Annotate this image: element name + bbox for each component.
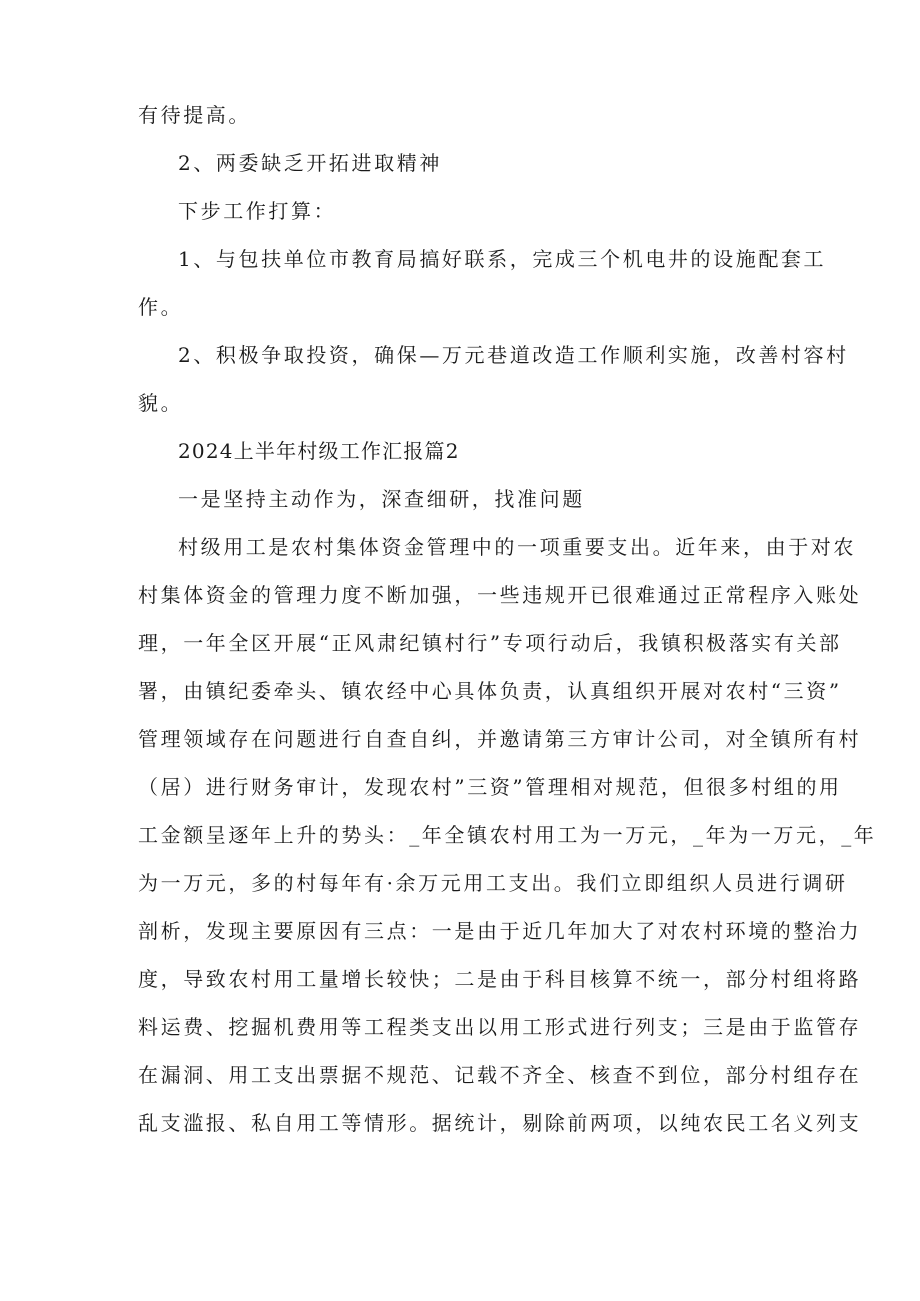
paragraph-line: 度，导致农村用工量增长较快；二是由于科目核算不统一，部分村组将路 <box>138 967 862 991</box>
text-line: 貌。 <box>138 391 184 415</box>
paragraph-line: 理，一年全区开展“正风肃纪镇村行”专项行动后，我镇积极落实有关部 <box>138 631 842 655</box>
paragraph-line: （居）进行财务审计，发现农村”三资”管理相对规范，但很多村组的用 <box>138 775 842 799</box>
paragraph-line: 村级用工是农村集体资金管理中的一项重要支出。近年来，由于对农 <box>178 535 856 559</box>
article-title: 2024上半年村级工作汇报篇2 <box>178 439 460 463</box>
paragraph-line: 为一万元，多的村每年有·余万元用工支出。我们立即组织人员进行调研 <box>138 871 848 895</box>
subsection-heading: 一是坚持主动作为，深查细研，找准问题 <box>178 487 585 511</box>
text-line: 作。 <box>138 295 184 319</box>
text-line: 有待提高。 <box>138 103 251 127</box>
paragraph-line: 剖析，发现主要原因有三点：一是由于近几年加大了对农村环境的整治力 <box>138 919 862 943</box>
list-item-text: 1、与包扶单位市教育局搞好联系，完成三个机电井的设施配套工 <box>178 247 827 271</box>
list-item-text: 2、两委缺乏开拓进取精神 <box>178 151 442 175</box>
paragraph-line: 料运费、挖掘机费用等工程类支出以用工形式进行列支；三是由于监管存 <box>138 1015 862 1039</box>
list-item-text: 2、积极争取投资，确保—万元巷道改造工作顺利实施，改善村容村 <box>178 343 849 367</box>
section-heading: 下步工作打算： <box>178 199 337 223</box>
paragraph-line: 管理领域存在问题进行自查自纠，并邀请第三方审计公司，对全镇所有村 <box>138 727 862 751</box>
paragraph-line: 在漏洞、用工支出票据不规范、记载不齐全、核查不到位，部分村组存在 <box>138 1063 862 1087</box>
paragraph-line: 乱支滥报、私自用工等情形。据统计，剔除前两项，以纯农民工名义列支 <box>138 1111 862 1135</box>
paragraph-line: 工金额呈逐年上升的势头：_年全镇农村用工为一万元，_年为一万元，_年 <box>138 823 877 847</box>
paragraph-line: 署，由镇纪委牵头、镇农经中心具体负责，认真组织开展对农村“三资” <box>138 679 842 703</box>
paragraph-line: 村集体资金的管理力度不断加强，一些违规开已很难通过正常程序入账处 <box>138 583 862 607</box>
